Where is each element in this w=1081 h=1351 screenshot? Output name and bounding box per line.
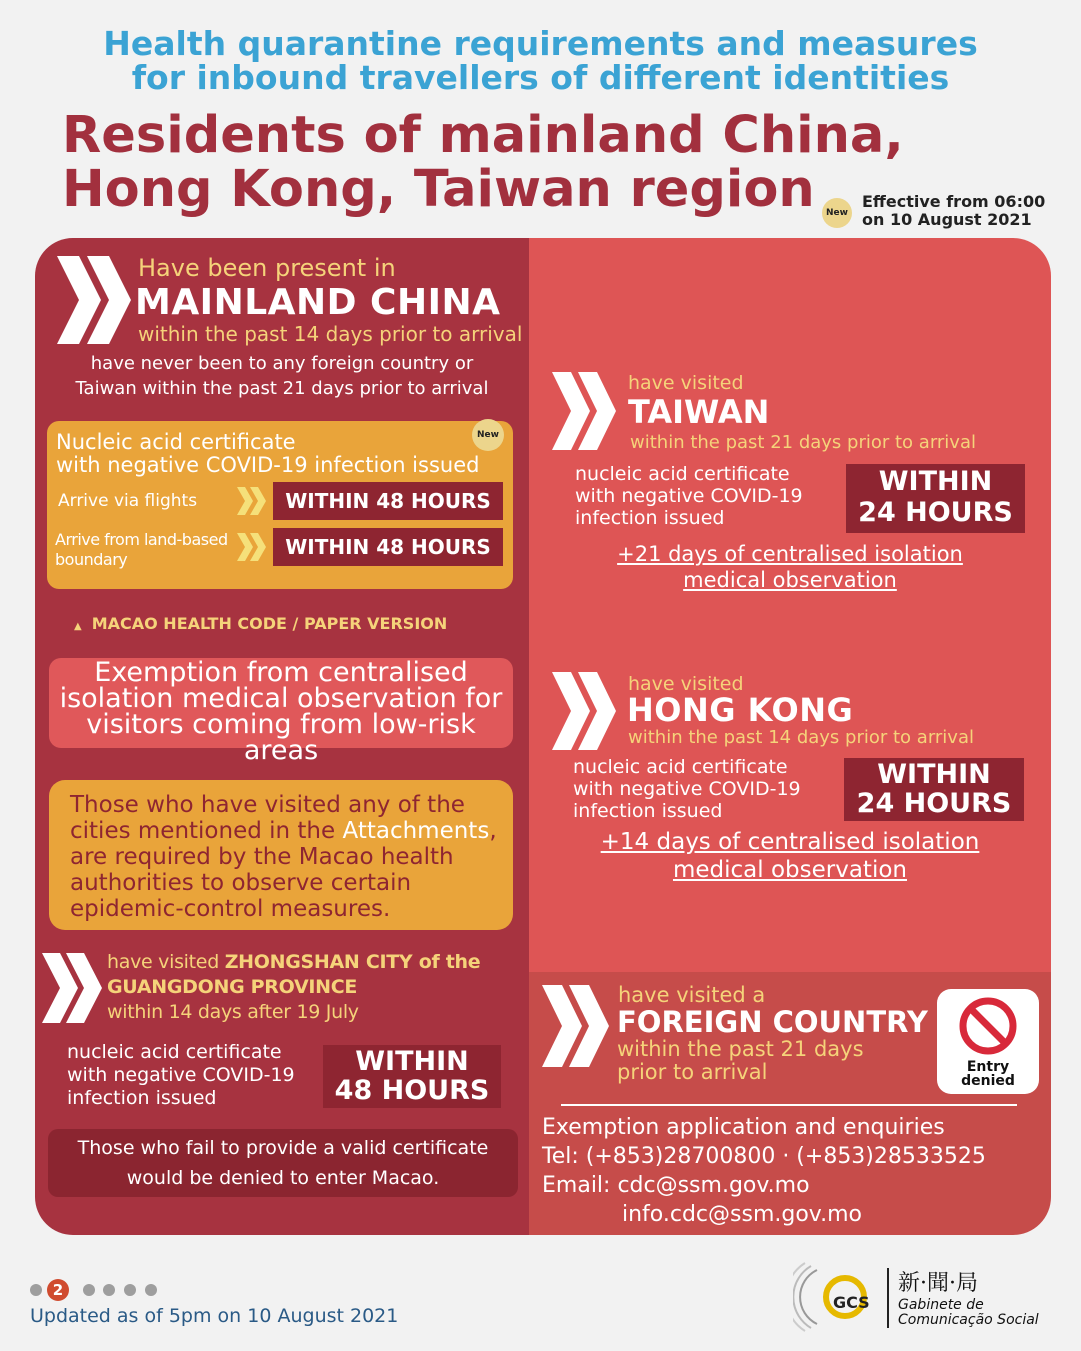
zhongshan-title-2: GUANGDONG PROVINCE bbox=[107, 976, 358, 998]
nucleic-acid-line-1: Nucleic acid certificate bbox=[56, 430, 296, 454]
chevron-double-icon bbox=[236, 486, 268, 516]
taiwan-isolation-line-1: +21 days of centralised isolation bbox=[617, 542, 963, 566]
hongkong-nat-line-3: infection issued bbox=[573, 800, 723, 822]
enquiries bbox=[542, 1113, 986, 1229]
foreign-within-line-1: within the past 21 days bbox=[617, 1037, 864, 1061]
zhongshan-within-line-1: WITHIN bbox=[355, 1046, 469, 1077]
nucleic-acid-line-2: with negative COVID-19 infection issued bbox=[56, 453, 480, 477]
enquiries-title: Exemption application and enquiries bbox=[542, 1115, 945, 1140]
taiwan-nat-line-1: nucleic acid certificate bbox=[575, 463, 790, 485]
land-label-line-2: boundary bbox=[55, 550, 128, 569]
nucleic-acid-title bbox=[56, 431, 479, 477]
page-dot[interactable] bbox=[83, 1284, 95, 1296]
hongkong-title: HONG KONG bbox=[627, 691, 854, 729]
flights-within: WITHIN 48 HOURS bbox=[273, 482, 503, 520]
zhongshan-nat bbox=[67, 1041, 295, 1110]
attachments-comma: , bbox=[489, 818, 497, 844]
flights-label: Arrive via flights bbox=[58, 491, 198, 511]
page-title-line-2: Hong Kong, Taiwan region bbox=[62, 160, 815, 219]
logo-pt bbox=[898, 1298, 1039, 1328]
no-entry-icon bbox=[958, 996, 1018, 1056]
attachments-link[interactable]: Attachments bbox=[342, 818, 490, 844]
zhongshan-pre: have visited bbox=[107, 951, 225, 973]
exemption-line-3: visitors coming from low-risk areas bbox=[86, 709, 476, 766]
effective-date bbox=[862, 193, 1045, 229]
hongkong-within-line-1: WITHIN bbox=[877, 759, 991, 790]
divider bbox=[561, 1104, 1017, 1106]
exemption-text bbox=[49, 657, 513, 766]
chevron-double-icon bbox=[40, 951, 104, 1025]
hongkong-isolation-line-2: medical observation bbox=[672, 857, 907, 883]
attachments-line-2 bbox=[70, 818, 497, 844]
taiwan-within-line-2: 24 HOURS bbox=[858, 497, 1013, 528]
updated-text: Updated as of 5pm on 10 August 2021 bbox=[30, 1305, 399, 1327]
taiwan-nat-line-2: with negative COVID-19 bbox=[575, 485, 803, 507]
entry-denied-line-2: denied bbox=[961, 1073, 1015, 1089]
land-label-line-1: Arrive from land-based bbox=[55, 530, 228, 549]
effective-line-1: Effective from 06:00 bbox=[862, 192, 1046, 211]
foreign-within-line-2: prior to arrival bbox=[617, 1060, 768, 1084]
taiwan-within-line-1: WITHIN bbox=[878, 466, 993, 497]
hongkong-isolation bbox=[529, 828, 1051, 884]
chevron-double-icon bbox=[550, 670, 618, 752]
zhongshan-within: within 14 days after 19 July bbox=[107, 1001, 359, 1023]
attachments-line-4: authorities to observe certain bbox=[70, 870, 412, 896]
zhongshan-nat-line-3: infection issued bbox=[67, 1087, 217, 1109]
chevron-double-icon bbox=[550, 370, 618, 452]
foreign-pre: have visited a bbox=[618, 983, 766, 1007]
mainland-never-line-2: Taiwan within the past 21 days prior to arrival bbox=[75, 378, 489, 399]
gcs-logo-icon bbox=[793, 1262, 883, 1332]
triangle-icon: ▲ bbox=[74, 621, 82, 632]
hongkong-pre: have visited bbox=[628, 673, 744, 695]
header-line-1: Health quarantine requirements and measures bbox=[103, 24, 978, 63]
taiwan-isolation bbox=[529, 541, 1051, 593]
entry-denied-line-1: Entry bbox=[966, 1059, 1010, 1075]
taiwan-title: TAIWAN bbox=[628, 393, 770, 431]
mainland-never-line-1: have never been to any foreign country or bbox=[90, 353, 474, 374]
land-within: WITHIN 48 HOURS bbox=[273, 528, 503, 566]
attachments-text bbox=[70, 792, 497, 922]
page-dot[interactable] bbox=[124, 1284, 136, 1296]
hongkong-nat-line-2: with negative COVID-19 bbox=[573, 778, 801, 800]
gcs-logo-letters: GCS bbox=[833, 1293, 870, 1312]
attachments-line-5: epidemic-control measures. bbox=[70, 896, 391, 922]
header-line-2: for inbound travellers of different identities bbox=[131, 58, 950, 97]
taiwan-nat-line-3: infection issued bbox=[575, 507, 725, 529]
chevron-double-icon bbox=[540, 983, 612, 1069]
exemption-line-2: isolation medical observation for bbox=[59, 683, 503, 714]
zhongshan-nat-line-1: nucleic acid certificate bbox=[67, 1041, 282, 1063]
taiwan-within: within the past 21 days prior to arrival bbox=[630, 432, 976, 453]
hongkong-within: within the past 14 days prior to arrival bbox=[628, 727, 974, 748]
zhongshan-nat-line-2: with negative COVID-19 bbox=[67, 1064, 295, 1086]
zhongshan-heading bbox=[107, 950, 480, 1025]
page-title-line-1: Residents of mainland China, bbox=[62, 106, 904, 165]
zhongshan-title-1: ZHONGSHAN CITY bbox=[224, 951, 413, 973]
land-label bbox=[55, 530, 228, 570]
foreign-title: FOREIGN COUNTRY bbox=[617, 1005, 928, 1039]
fail-text bbox=[48, 1133, 518, 1193]
zhongshan-within-line-2: 48 HOURS bbox=[334, 1075, 490, 1106]
logo-cn: 新·聞·局 bbox=[898, 1271, 978, 1296]
enquiries-email-2[interactable]: info.cdc@ssm.gov.mo bbox=[622, 1202, 862, 1227]
page-dot-active[interactable]: 2 bbox=[47, 1279, 69, 1301]
logo-pt-line-2: Comunicação Social bbox=[898, 1312, 1039, 1328]
health-code-row bbox=[74, 614, 447, 633]
hongkong-within-box bbox=[844, 758, 1024, 821]
attachments-line-1: Those who have visited any of the bbox=[70, 792, 465, 818]
taiwan-nat bbox=[575, 463, 803, 529]
effective-line-2: on 10 August 2021 bbox=[862, 210, 1032, 229]
entry-denied-label bbox=[937, 1060, 1039, 1088]
mainland-title: MAINLAND CHINA bbox=[135, 282, 501, 323]
hongkong-within-line-2: 24 HOURS bbox=[856, 788, 1012, 819]
logo-pt-line-1: Gabinete de bbox=[898, 1297, 984, 1313]
hongkong-nat bbox=[573, 756, 801, 822]
taiwan-pre: have visited bbox=[628, 372, 744, 394]
fail-line-2: would be denied to enter Macao. bbox=[126, 1167, 440, 1189]
attachments-line-2-text: cities mentioned in the bbox=[70, 818, 343, 844]
fail-line-1: Those who fail to provide a valid certificate bbox=[77, 1137, 489, 1159]
new-badge: New bbox=[822, 198, 852, 228]
chevron-double-icon bbox=[55, 254, 133, 346]
zhongshan-of: of the bbox=[412, 951, 481, 973]
taiwan-within-box bbox=[846, 464, 1025, 533]
hongkong-nat-line-1: nucleic acid certificate bbox=[573, 756, 788, 778]
enquiries-tel[interactable]: Tel: (+853)28700800 · (+853)28533525 bbox=[542, 1144, 986, 1169]
page-dot[interactable] bbox=[30, 1284, 42, 1296]
taiwan-isolation-line-2: medical observation bbox=[683, 568, 897, 592]
exemption-line-1: Exemption from centralised bbox=[94, 657, 468, 688]
attachments-line-3: are required by the Macao health bbox=[70, 844, 454, 870]
mainland-pre: Have been present in bbox=[138, 254, 396, 282]
zhongshan-within-box bbox=[323, 1045, 501, 1108]
new-badge: New bbox=[472, 419, 504, 451]
page-dot[interactable] bbox=[145, 1284, 157, 1296]
enquiries-email-1[interactable]: Email: cdc@ssm.gov.mo bbox=[542, 1173, 810, 1198]
hongkong-isolation-line-1: +14 days of centralised isolation bbox=[600, 829, 980, 855]
page-dot[interactable] bbox=[103, 1284, 115, 1296]
logo-divider bbox=[887, 1268, 889, 1328]
foreign-within bbox=[617, 1038, 864, 1084]
mainland-within: within the past 14 days prior to arrival bbox=[138, 322, 523, 346]
chevron-double-icon bbox=[236, 532, 268, 562]
health-code-label: MACAO HEALTH CODE / PAPER VERSION bbox=[91, 614, 448, 633]
